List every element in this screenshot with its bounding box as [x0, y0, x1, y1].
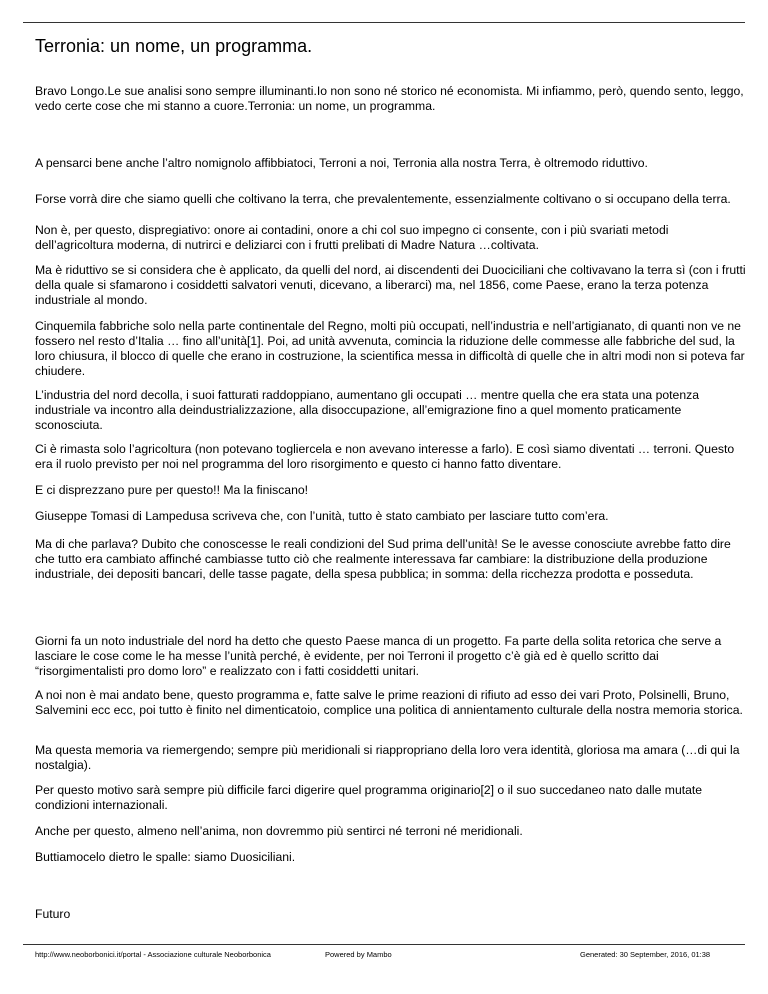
paragraph-12: Giorni fa un noto industriale del nord ha detto che questo Paese manca di un progetto. Fa parte della solita retorica che serve a lasciare le cose come le ha messe l’unità perché, è evidente, per noi Terroni il progetto c’è già ed è quello scritto dai “risorgimentalisti pro domo loro” e realizzato con i fatti cosiddetti unitari.	[35, 634, 722, 678]
paragraph-15: Per questo motivo sarà sempre più difficile farci digerire quel programma originario[2] o il suo succedaneo nato dalle mutate condizioni internazionali.	[35, 783, 703, 812]
footer-source-link[interactable]: http://www.neoborbonici.it/portal - Associazione culturale Neoborbonica	[35, 950, 271, 959]
paragraph-3: Forse vorrà dire che siamo quelli che coltivano la terra, che prevalentemente, essenzialmente coltivano o si occupano della terra.	[35, 192, 731, 206]
paragraph-6: Cinquemila fabbriche solo nella parte continentale del Regno, molti più occupati, nell’industria e nell’artigianato, di quanti non ve ne fossero nel resto d’Italia … fino all’unità[1]. Poi, ad unità avvenuta, comincia la riduzione delle commesse alle fabbriche del sud, la loro chiusura, il blocco di quelle che erano in costruzione, la scientifica messa in difficoltà di quelle che in altri modi non si poteva far chiudere.	[35, 319, 745, 378]
paragraph-2: A pensarci bene anche l’altro nomignolo affibbiatoci, Terroni a noi, Terronia alla nostra Terra, è oltremodo riduttivo.	[35, 156, 648, 170]
paragraph-8: Ci è rimasta solo l’agricoltura (non potevano togliercela e non avevano interesse a farlo). E così siamo diventati … terroni. Questo era il ruolo previsto per noi nel programma del loro risorgimento e questo ci hanno fatto diventare.	[35, 442, 735, 471]
paragraph-17: Buttiamocelo dietro le spalle: siamo Duosiciliani.	[35, 850, 296, 864]
paragraph-13: A noi non è mai andato bene, questo programma e, fatte salve le prime reazioni di rifiuto ad esso dei vari Proto, Polsinelli, Bruno, Salvemini ecc ecc, poi tutto è finito nel dimenticatoio, complice una politica di annientamento culturale della nostra memoria storica.	[35, 688, 743, 717]
paragraph-16: Anche per questo, almeno nell’anima, non dovremmo più sentirci né terroni né meridionali.	[35, 824, 523, 838]
paragraph-10: Giuseppe Tomasi di Lampedusa scriveva che, con l’unità, tutto è stato cambiato per lasciare tutto com’era.	[35, 509, 609, 523]
footer-powered-by: Powered by Mambo	[325, 950, 392, 959]
top-rule	[23, 22, 745, 23]
paragraph-4: Non è, per questo, dispregiativo: onore ai contadini, onore a chi col suo impegno ci consente, con i più svariati metodi dell’agricoltura moderna, di nutrirci e deliziarci con i frutti prelibati di Madre Natura …coltivata.	[35, 223, 669, 252]
paragraph-5: Ma è riduttivo se si considera che è applicato, da quelli del nord, ai discendenti dei Duociciliani che coltivavano la terra sì (con i frutti della quale si sfamarono i cosiddetti salvatori venuti, dicevano, a liberarci) ma, nel 1856, come Paese, erano la terza potenza industriale al mondo.	[35, 263, 746, 307]
paragraph-14: Ma questa memoria va riemergendo; sempre più meridionali si riappropriano della loro vera identità, gloriosa ma amara (…di qui la nostalgia).	[35, 743, 740, 772]
footer-rule	[23, 944, 745, 945]
paragraph-9: E ci disprezzano pure per questo!! Ma la finiscano!	[35, 483, 309, 497]
paragraph-18: Futuro	[35, 907, 71, 921]
page-title: Terronia: un nome, un programma.	[35, 36, 313, 56]
footer-generated: Generated: 30 September, 2016, 01:38	[580, 950, 711, 959]
paragraph-7: L’industria del nord decolla, i suoi fatturati raddoppiano, aumentano gli occupati … mentre quella che era stata una potenza industriale va incontro alla deindustrializzazione, alla disoccupazione, all’emigrazione fino a quel momento praticamente sconosciuta.	[35, 388, 699, 432]
paragraph-1: Bravo Longo.Le sue analisi sono sempre illuminanti.Io non sono né storico né economista. Mi infiammo, però, quendo sento, leggo, vedo certe cose che mi stanno a cuore.Terronia: un nome, un programma.	[35, 84, 744, 113]
paragraph-11: Ma di che parlava? Dubito che conoscesse le reali condizioni del Sud prima dell’unità! Se le avesse conosciute avrebbe fatto dire che tutto era cambiato affinché cambiasse tutto ciò che realmente interessava far cambiare: la distribuzione della produzione industriale, dei depositi bancari, delle tasse pagate, della spesa pubblica; in somma: della ricchezza prodotta e posseduta.	[35, 537, 731, 581]
